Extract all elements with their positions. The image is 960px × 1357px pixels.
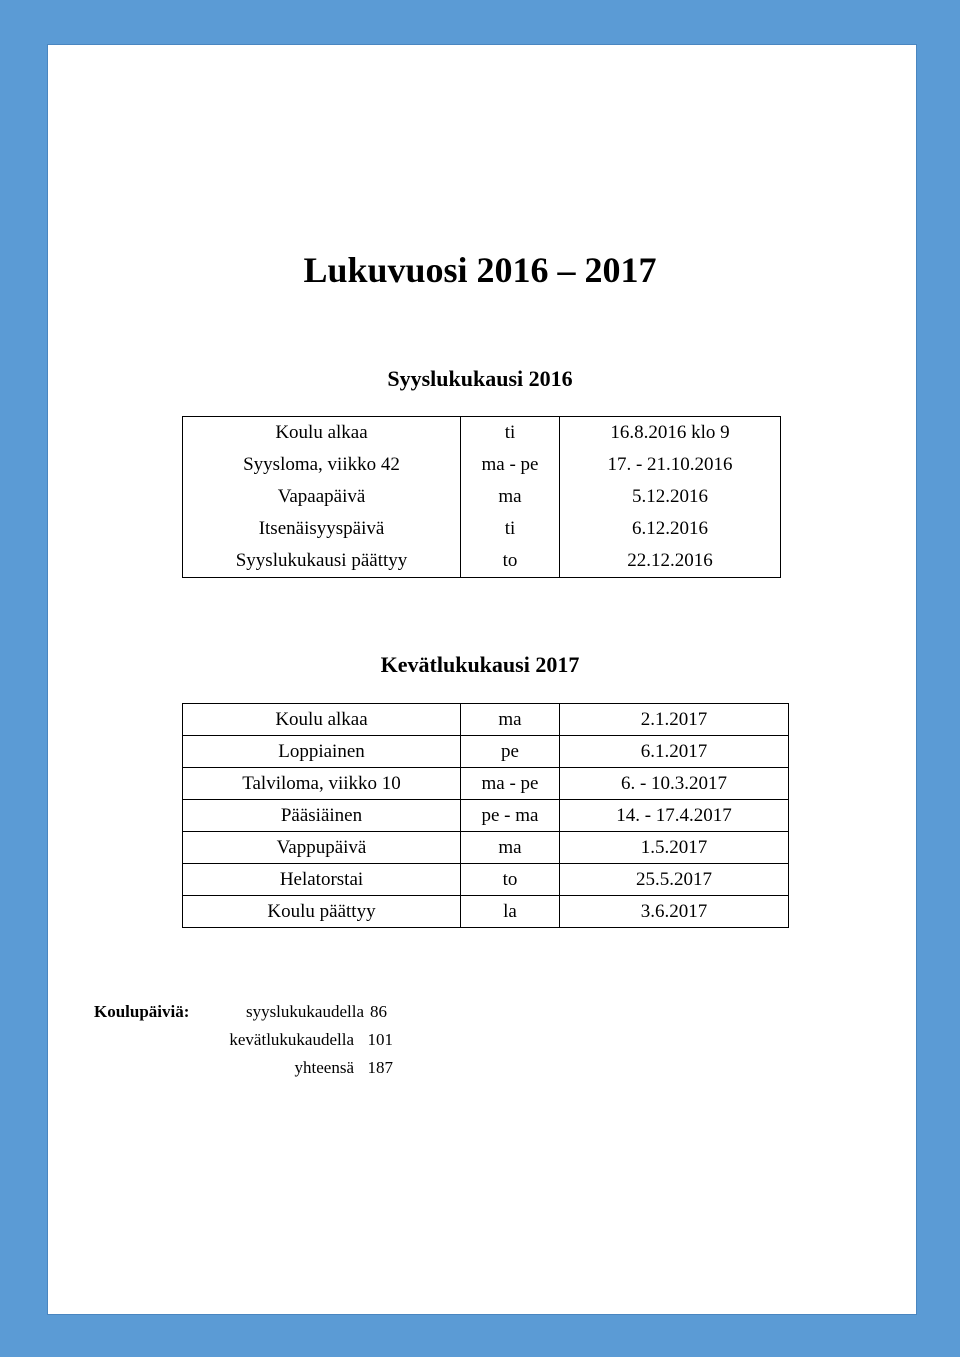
school-days-term-name: syyslukukaudella [245, 1002, 364, 1021]
event-weekday: pe [461, 736, 560, 768]
school-days-count: 86 [370, 1002, 387, 1021]
event-name: Syysloma, viikko 42 [183, 449, 461, 481]
school-days-count: 101 [367, 1030, 393, 1049]
event-name: Itsenäisyyspäivä [183, 513, 461, 545]
document-title: Lukuvuosi 2016 – 2017 [303, 250, 657, 290]
table-row [183, 864, 789, 896]
event-date: 16.8.2016 klo 9 [560, 417, 781, 450]
event-name: Pääsiäinen [183, 800, 461, 832]
table-row [183, 513, 781, 545]
event-weekday: pe - ma [461, 800, 560, 832]
school-days-total-count: 187 [367, 1058, 393, 1077]
table-row [183, 736, 789, 768]
event-date: 22.12.2016 [560, 545, 781, 578]
event-date: 3.6.2017 [560, 896, 789, 928]
table-row [183, 896, 789, 928]
event-date: 1.5.2017 [560, 832, 789, 864]
term2-heading: Kevätlukukausi 2017 [380, 652, 580, 677]
table-row [183, 481, 781, 513]
document-page [47, 44, 917, 1315]
event-weekday: ma [461, 481, 560, 513]
event-weekday: ma [461, 832, 560, 864]
school-days-total-label: yhteensä [294, 1058, 354, 1077]
table-row [183, 800, 789, 832]
event-name: Koulu päättyy [183, 896, 461, 928]
event-weekday: to [461, 864, 560, 896]
event-date: 6. - 10.3.2017 [560, 768, 789, 800]
event-date: 5.12.2016 [560, 481, 781, 513]
event-weekday: ma - pe [461, 768, 560, 800]
school-days-term-name: kevätlukukaudella [229, 1030, 354, 1049]
event-weekday: la [461, 896, 560, 928]
event-date: 6.1.2017 [560, 736, 789, 768]
event-name: Vapaapäivä [183, 481, 461, 513]
event-name: Syyslukukausi päättyy [183, 545, 461, 578]
table-row [183, 768, 789, 800]
table-row [183, 704, 789, 736]
table-row [183, 449, 781, 481]
event-date: 6.12.2016 [560, 513, 781, 545]
event-date: 2.1.2017 [560, 704, 789, 736]
term2-schedule-table [182, 703, 789, 928]
event-name: Koulu alkaa [183, 417, 461, 450]
table-row [183, 832, 789, 864]
event-weekday: ma [461, 704, 560, 736]
table-row [183, 545, 781, 578]
event-name: Vappupäivä [183, 832, 461, 864]
event-weekday: ti [461, 513, 560, 545]
event-name: Koulu alkaa [183, 704, 461, 736]
event-name: Talviloma, viikko 10 [183, 768, 461, 800]
event-weekday: ti [461, 417, 560, 450]
event-name: Loppiainen [183, 736, 461, 768]
term1-schedule-table [182, 416, 781, 578]
event-weekday: to [461, 545, 560, 578]
term1-heading: Syyslukukausi 2016 [387, 366, 573, 391]
event-name: Helatorstai [183, 864, 461, 896]
event-date: 17. - 21.10.2016 [560, 449, 781, 481]
event-date: 14. - 17.4.2017 [560, 800, 789, 832]
event-weekday: ma - pe [461, 449, 560, 481]
table-row [183, 417, 781, 450]
event-date: 25.5.2017 [560, 864, 789, 896]
school-days-label: Koulupäiviä: [94, 1002, 190, 1021]
